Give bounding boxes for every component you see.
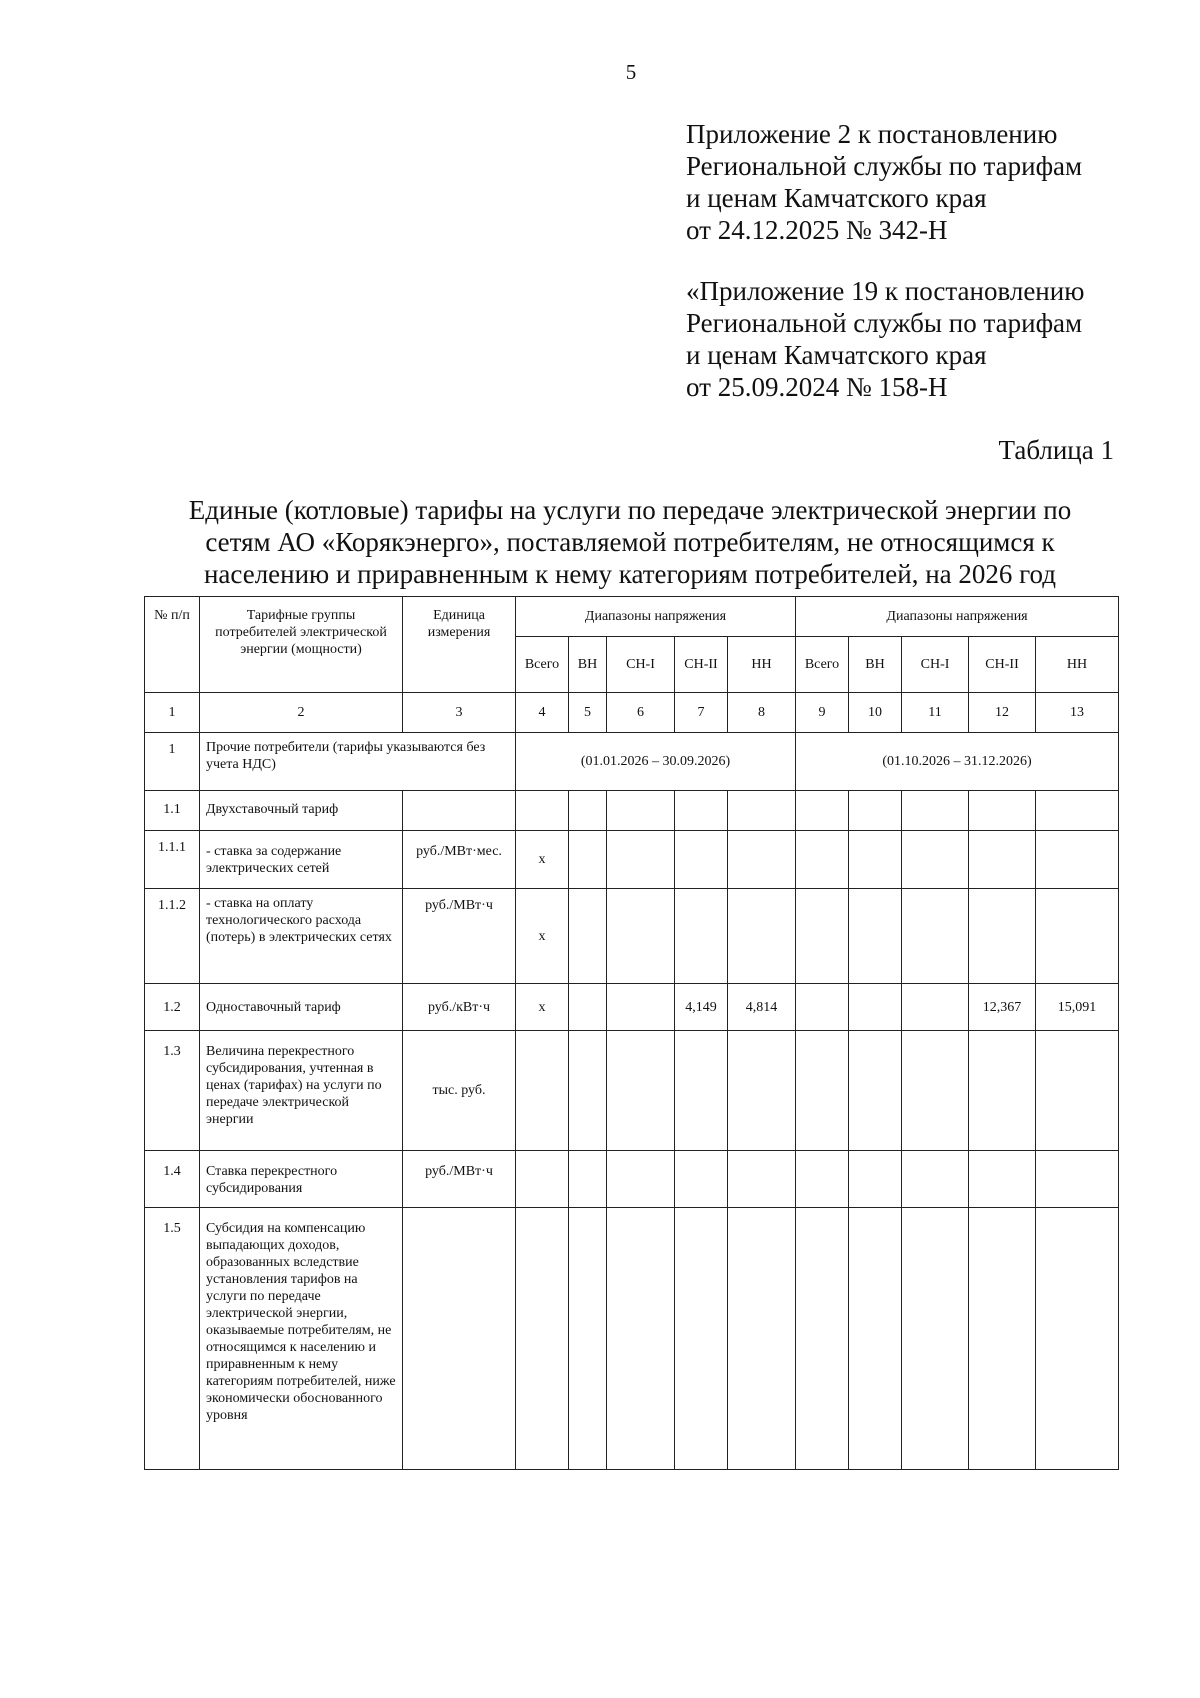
row-value: х (516, 831, 569, 889)
annex-line: Региональной службы по тарифам (686, 151, 1083, 181)
row-unit (403, 1208, 516, 1470)
row-value (969, 889, 1036, 984)
row-value (728, 1151, 796, 1208)
row-value (675, 1031, 728, 1151)
row-value (728, 1208, 796, 1470)
header-groups: Тарифные группы потребителей электрической энергии (мощности) (200, 597, 403, 693)
column-number: 7 (675, 693, 728, 733)
row-value (728, 791, 796, 831)
table-row (145, 1151, 1119, 1208)
header-range-1: Диапазоны напряжения (516, 597, 796, 637)
row-value (569, 831, 607, 889)
column-number: 3 (403, 693, 516, 733)
row-value (902, 1031, 969, 1151)
row-value (607, 1208, 675, 1470)
row-value (902, 889, 969, 984)
row-value (849, 1031, 902, 1151)
column-number: 6 (607, 693, 675, 733)
row-value (902, 1151, 969, 1208)
row-value (516, 1151, 569, 1208)
row-unit: руб./МВт·ч (403, 889, 516, 984)
row-label: Величина перекрестного субсидирования, учтенная в ценах (тарифах) на услуги по передаче электрической энергии (200, 1031, 403, 1151)
row-unit: руб./кВт·ч (403, 984, 516, 1031)
document-title (140, 494, 1120, 590)
column-number: 1 (145, 693, 200, 733)
header-num: № п/п (145, 597, 200, 693)
row-value (569, 1031, 607, 1151)
row-value (849, 791, 902, 831)
column-number: 2 (200, 693, 403, 733)
row-value (1036, 889, 1119, 984)
title-line: сетям АО «Корякэнерго», поставляемой потребителям, не относящимся к (205, 527, 1055, 557)
column-number: 11 (902, 693, 969, 733)
row-value: 15,091 (1036, 984, 1119, 1031)
header-sub: Всего (516, 637, 569, 693)
header-sub: СН-I (902, 637, 969, 693)
row-value (849, 1151, 902, 1208)
annex-original-header (686, 275, 1084, 403)
row-value (1036, 1151, 1119, 1208)
header-sub: СН-II (969, 637, 1036, 693)
row-value (902, 1208, 969, 1470)
row-value (1036, 1208, 1119, 1470)
table-row (145, 1208, 1119, 1470)
row-value (796, 831, 849, 889)
row-value: х (516, 889, 569, 984)
column-number: 9 (796, 693, 849, 733)
row-value (516, 1031, 569, 1151)
row-value (969, 791, 1036, 831)
row-num: 1.1.2 (145, 889, 200, 984)
row-label: - ставка на оплату технологического расхода (потерь) в электрических сетях (200, 889, 403, 984)
table-row (145, 984, 1119, 1031)
table-label: Таблица 1 (998, 435, 1114, 465)
row-value (675, 831, 728, 889)
row-num: 1.5 (145, 1208, 200, 1470)
row-value (728, 889, 796, 984)
annex-line: от 24.12.2025 № 342-Н (686, 215, 948, 245)
row-value (796, 791, 849, 831)
row-value (796, 889, 849, 984)
row-value (969, 831, 1036, 889)
column-numbers-row (145, 693, 1119, 733)
title-line: населению и приравненным к нему категориям потребителей, на 2026 год (203, 559, 1057, 589)
row-value (969, 1208, 1036, 1470)
column-number: 8 (728, 693, 796, 733)
row-value (607, 831, 675, 889)
row-num: 1.1.1 (145, 831, 200, 889)
row-value (607, 791, 675, 831)
row-unit: тыс. руб. (403, 1031, 516, 1151)
row-value (607, 889, 675, 984)
header-unit: Единица измерения (403, 597, 516, 693)
row-value (902, 984, 969, 1031)
header-sub: СН-II (675, 637, 728, 693)
row-num: 1.4 (145, 1151, 200, 1208)
row-value (796, 984, 849, 1031)
section-label: Прочие потребители (тарифы указываются без учета НДС) (200, 733, 516, 791)
row-value (849, 984, 902, 1031)
row-value: 12,367 (969, 984, 1036, 1031)
header-sub: НН (728, 637, 796, 693)
table-row (145, 889, 1119, 984)
row-value (728, 1031, 796, 1151)
row-value (569, 889, 607, 984)
annex-line: Приложение 2 к постановлению (686, 119, 1058, 149)
row-unit: руб./МВт·ч (403, 1151, 516, 1208)
row-value (1036, 1031, 1119, 1151)
row-value (675, 1208, 728, 1470)
row-value (569, 984, 607, 1031)
row-value (516, 1208, 569, 1470)
row-value (516, 791, 569, 831)
row-value: 4,149 (675, 984, 728, 1031)
row-value (902, 791, 969, 831)
header-sub: ВН (849, 637, 902, 693)
annex-line: от 25.09.2024 № 158-Н (686, 372, 948, 402)
header-sub: НН (1036, 637, 1119, 693)
row-value (569, 791, 607, 831)
section-row (145, 733, 1119, 791)
row-label: - ставка за содержание электрических сетей (200, 831, 403, 889)
row-value: х (516, 984, 569, 1031)
row-value (607, 1151, 675, 1208)
row-value (796, 1031, 849, 1151)
column-number: 10 (849, 693, 902, 733)
row-value (849, 889, 902, 984)
row-num: 1 (145, 733, 200, 791)
header-row-top (145, 597, 1119, 637)
row-value (849, 1208, 902, 1470)
annex-line: «Приложение 19 к постановлению (686, 276, 1085, 306)
row-label: Двухставочный тариф (200, 791, 403, 831)
period-2: (01.10.2026 – 31.12.2026) (796, 733, 1119, 791)
row-value (728, 831, 796, 889)
row-value: 4,814 (728, 984, 796, 1031)
row-value (607, 984, 675, 1031)
period-1: (01.01.2026 – 30.09.2026) (516, 733, 796, 791)
header-sub: ВН (569, 637, 607, 693)
row-value (1036, 791, 1119, 831)
row-value (902, 831, 969, 889)
row-value (607, 1031, 675, 1151)
row-label: Субсидия на компенсацию выпадающих доходов, образованных вследствие установления тарифов на услуги по передаче электрической энергии, оказываемые потребителям, не относящимся к населению и приравненным к нему категориям потребителей, ниже экономически обоснованного уровня (200, 1208, 403, 1470)
table-row (145, 831, 1119, 889)
row-value (1036, 831, 1119, 889)
row-unit: руб./МВт·мес. (403, 831, 516, 889)
row-value (796, 1208, 849, 1470)
title-line: Единые (котловые) тарифы на услуги по передаче электрической энергии по (188, 495, 1072, 525)
row-value (796, 1151, 849, 1208)
row-num: 1.2 (145, 984, 200, 1031)
header-range-2: Диапазоны напряжения (796, 597, 1119, 637)
row-value (849, 831, 902, 889)
row-value (675, 791, 728, 831)
annex-current-header (686, 118, 1082, 246)
row-value (969, 1151, 1036, 1208)
page-number: 5 (625, 60, 637, 84)
tariffs-table (144, 596, 1119, 1470)
row-num: 1.3 (145, 1031, 200, 1151)
header-sub: Всего (796, 637, 849, 693)
row-value (969, 1031, 1036, 1151)
annex-line: и ценам Камчатского края (686, 340, 987, 370)
row-value (675, 1151, 728, 1208)
row-value (675, 889, 728, 984)
column-number: 4 (516, 693, 569, 733)
row-label: Одноставочный тариф (200, 984, 403, 1031)
row-label: Ставка перекрестного субсидирования (200, 1151, 403, 1208)
column-number: 5 (569, 693, 607, 733)
column-number: 12 (969, 693, 1036, 733)
table-row (145, 791, 1119, 831)
annex-line: Региональной службы по тарифам (686, 308, 1083, 338)
table-row (145, 1031, 1119, 1151)
row-unit (403, 791, 516, 831)
row-value (569, 1151, 607, 1208)
annex-line: и ценам Камчатского края (686, 183, 987, 213)
row-value (569, 1208, 607, 1470)
column-number: 13 (1036, 693, 1119, 733)
header-sub: СН-I (607, 637, 675, 693)
row-num: 1.1 (145, 791, 200, 831)
